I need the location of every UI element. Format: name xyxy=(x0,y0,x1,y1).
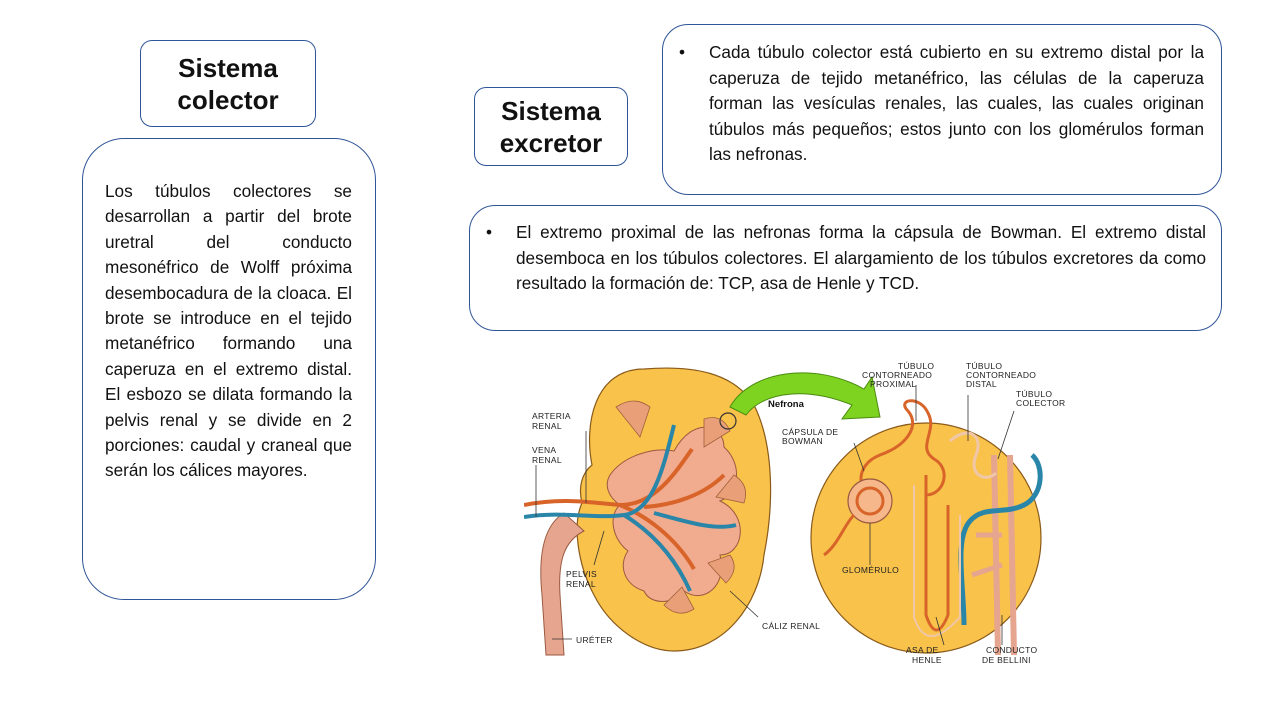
label-ureter: URÉTER xyxy=(576,635,613,645)
excretor-bullet-box-2 xyxy=(469,205,1222,331)
bullet-item xyxy=(679,40,1204,168)
label-tubulo-distal: TÚBULO CONTORNEADO DISTAL xyxy=(966,361,1037,389)
label-tubulo-colector: TÚBULO COLECTOR xyxy=(1016,389,1066,408)
bullet-list xyxy=(486,220,1206,297)
title-line: excretor xyxy=(499,127,603,158)
title-line: Sistema xyxy=(501,95,601,126)
title-line: colector xyxy=(177,84,279,115)
label-vena-renal: VENA RENAL xyxy=(532,445,562,465)
nephron-drawing xyxy=(811,401,1041,655)
label-arteria-renal: ARTERIA RENAL xyxy=(532,411,571,431)
label-glomerulo: GLOMÉRULO xyxy=(842,565,900,575)
bullet-text: El extremo proximal de las nefronas forma la cápsula de Bowman. El extremo distal desemboca en los túbulos colectores. El alargamiento de los túbulos excretores da como resultado la formación de: TCP, asa de Henle y TCD. xyxy=(516,222,1206,294)
bullet-marker: • xyxy=(486,222,493,242)
sistema-colector-text-box xyxy=(82,138,376,600)
excretor-bullet-box-1 xyxy=(662,24,1222,195)
kidney-nephron-illustration xyxy=(524,355,1082,671)
bullet-item xyxy=(486,220,1206,297)
label-nefrona: Nefrona xyxy=(768,399,804,410)
title-line: Sistema xyxy=(178,52,278,83)
sistema-excretor-title xyxy=(474,87,628,166)
bullet-list xyxy=(679,40,1204,168)
sistema-colector-paragraph: Los túbulos colectores se desarrollan a partir del brote uretral del conducto mesonéfrico de Wolff próxima desembocadura de la cloaca. El brote se introduce en el tejido metanéfrico formando una caperuza en el extremo distal. El esbozo se dilata formando la pelvis renal y se divide en 2 porciones: caudal y craneal que serán los cálices mayores. xyxy=(105,181,352,481)
label-capsula-bowman: CÁPSULA DE BOWMAN xyxy=(782,427,839,446)
label-conducto-bellini: CONDUCTO DE BELLINI xyxy=(982,645,1038,665)
label-pelvis-renal: PELVIS RENAL xyxy=(566,569,597,589)
bullet-marker: • xyxy=(679,42,686,62)
label-asa-henle: ASA DE HENLE xyxy=(906,645,942,665)
label-tubulo-proximal: TÚBULO CONTORNEADO PROXIMAL xyxy=(862,361,935,389)
sistema-colector-title xyxy=(140,40,316,127)
label-caliz-renal: CÁLIZ RENAL xyxy=(762,621,821,631)
bullet-text: Cada túbulo colector está cubierto en su extremo distal por la caperuza de tejido metanéfrico, las células de la caperuza forman las vesículas renales, las cuales, las cuales originan túbulos más pequeños; estos junto con los glomérulos forman las nefronas. xyxy=(709,42,1204,165)
